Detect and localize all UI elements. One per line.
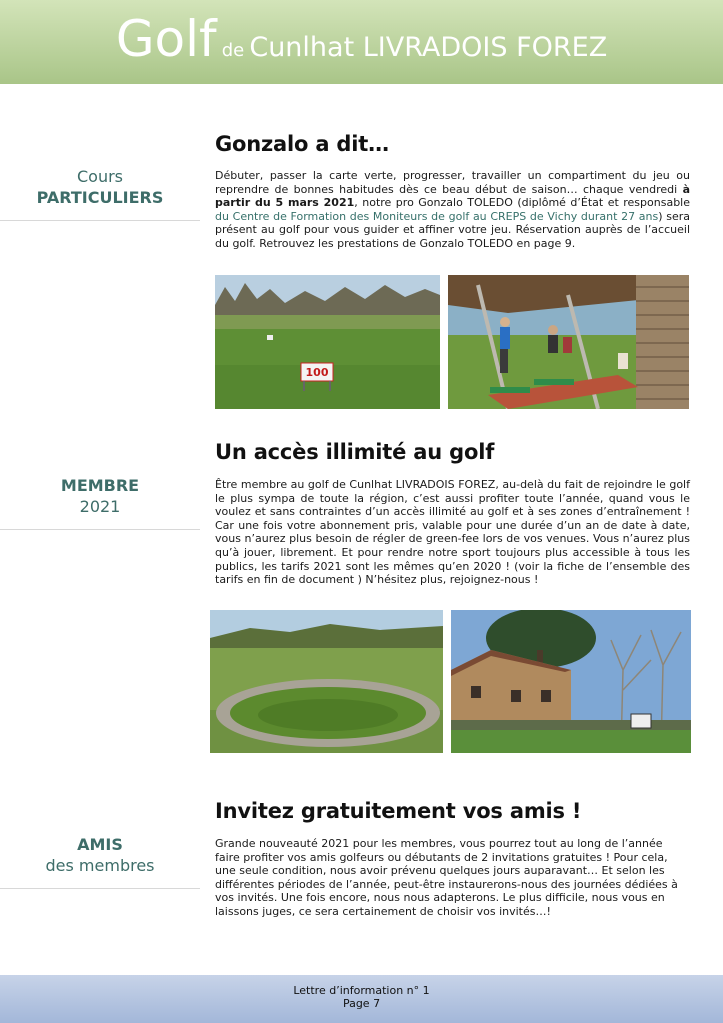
footer-page-number: Page 7 (342, 997, 381, 1010)
header-title (0, 10, 723, 68)
text-part: , notre pro Gonzalo TOLEDO (diplômé d’État et responsable (354, 196, 691, 210)
photo-stone-circle (210, 610, 443, 753)
sidebar-label-cours (0, 166, 200, 221)
sidebar-label-line2: PARTICULIERS (36, 188, 164, 207)
text-part: Débuter, passer la carte verte, progresser, travailler un compartiment du jeu ou reprendre de bonnes habitudes dès ce beau début de saison… chaque vendredi (215, 169, 690, 196)
photo-driving-range (215, 275, 440, 409)
header-golf-word: Golf (115, 10, 217, 68)
section-title-amis: Invitez gratuitement vos amis ! (215, 799, 582, 823)
footer-newsletter: Lettre d’information n° 1 (293, 984, 430, 997)
text-part: ) sera présent au golf pour vous guider et affiner votre jeu. Réservation auprès de l’accueil du golf. Retrouvez les prestations de Gonzalo TOLEDO en page 9. (215, 209, 690, 250)
section-title-gonzalo: Gonzalo a dit… (215, 132, 389, 156)
sidebar-label-line2: des membres (45, 856, 155, 875)
photo-practice-shelter (448, 275, 689, 409)
header-club-name: Cunlhat LIVRADOIS FOREZ (249, 32, 608, 63)
sidebar-label-line2: 2021 (79, 497, 121, 516)
sidebar-label-amis (0, 834, 200, 889)
page-header (0, 0, 723, 84)
text-emphasis: à partir du 5 mars 2021 (215, 182, 690, 210)
section-text-gonzalo (215, 169, 690, 251)
text-highlight: du Centre de Formation des Moniteurs de golf au CREPS de Vichy durant 27 ans (215, 209, 659, 223)
sidebar-label-line1: Cours (76, 167, 123, 186)
page-footer (0, 975, 723, 1023)
sidebar-label-line1: MEMBRE (60, 476, 140, 495)
photo-clubhouse (451, 610, 691, 753)
sidebar-label-membre (0, 475, 200, 530)
header-de-word: de (221, 40, 245, 61)
yardage-sign-text: 100 (305, 366, 329, 379)
sidebar-label-line1: AMIS (77, 835, 123, 854)
section-title-membre: Un accès illimité au golf (215, 440, 495, 464)
section-text-amis: Grande nouveauté 2021 pour les membres, vous pourrez tout au long de l’année faire profiter vos amis golfeurs ou débutants de 2 invitations gratuites ! Pour cela, une seule condition, nous avoir prévenu quelques jours auparavant… Et selon les différentes périodes de l’année, peut-être instaurerons-nous des journées dédiées à vos invités. Une fois encore, nous nous adapterons. Le plus difficile, nous vous en laissons juges, ce sera certainement de choisir vos invités…! (215, 837, 678, 918)
section-text-membre: Être membre au golf de Cunlhat LIVRADOIS FOREZ, au-delà du fait de rejoindre le golf le plus sympa de toute la région, c’est aussi profiter toute l’année, quand vous le voulez et sans contraintes d’un accès illimité au golf et à ses zones d’entraînement ! Car une fois votre abonnement pris, valable pour une durée d’un an de date à date, vous n’aurez plus besoin de régler de green-fee lors de vos venues. Vous n’aurez plus qu’à jouer, librement. Et pour rendre notre sport toujours plus accessible à tous les publics, les tarifs 2021 sont les mêmes qu’en 2020 ! (voir la fiche de l’ensemble des tarifs en fin de document ) N’hésitez plus, rejoignez-nous ! (215, 478, 690, 587)
